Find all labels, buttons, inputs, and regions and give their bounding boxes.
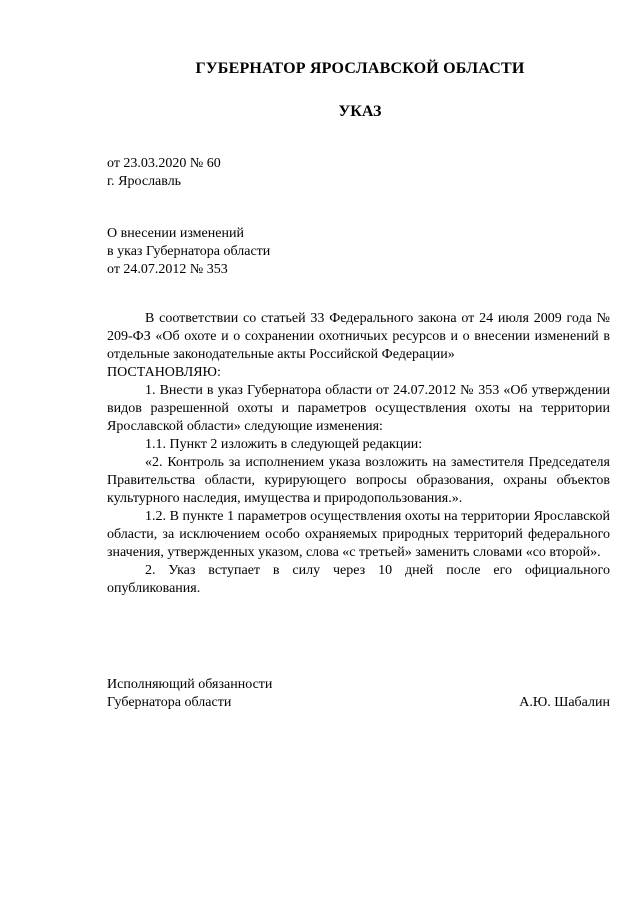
item-2-paragraph: 2. Указ вступает в силу через 10 дней после его официального опубликования.: [107, 563, 610, 596]
signature-block: [107, 676, 610, 712]
document-subject: [107, 225, 270, 279]
city: г. Ярославль: [107, 174, 182, 189]
signature-row: [107, 694, 610, 712]
signer-position-line-1: Исполняющий обязанности: [107, 677, 273, 692]
decree-word: ПОСТАНОВЛЯЮ:: [107, 365, 221, 380]
date-number: от 23.03.2020 № 60: [107, 156, 221, 171]
subject-line-2: в указ Губернатора области: [107, 244, 271, 259]
subject-line-3: от 24.07.2012 № 353: [107, 262, 228, 277]
issuer-title: ГУБЕРНАТОР ЯРОСЛАВСКОЙ ОБЛАСТИ: [195, 60, 525, 77]
item-1-paragraph: 1. Внести в указ Губернатора области от 24.07.2012 № 353 «Об утверждении видов разрешенной охоты и параметров осуществления охоты на территории Ярославской области» следующие изменения:: [107, 383, 610, 434]
document-meta: [107, 155, 221, 191]
item-1-1-paragraph: 1.1. Пункт 2 изложить в следующей редакции:: [145, 437, 423, 452]
signer-position-line-2: Губернатора области: [107, 695, 232, 710]
preamble-paragraph: В соответствии со статьей 33 Федерального закона от 24 июля 2009 года № 209-ФЗ «Об охоте и о сохранении охотничьих ресурсов и о внесении изменений в отдельные законодательные акты Российской Федерации»: [107, 311, 610, 362]
subject-line-1: О внесении изменений: [107, 226, 244, 241]
document-type: УКАЗ: [338, 103, 382, 120]
item-1-1-text-paragraph: «2. Контроль за исполнением указа возложить на заместителя Председателя Правительства области, курирующего вопросы образования, охраны объектов культурного наследия, имущества и природопользования.».: [107, 455, 610, 506]
document-body: [107, 310, 610, 598]
item-1-2-paragraph: 1.2. В пункте 1 параметров осуществления охоты на территории Ярославской области, за исключением особо охраняемых природных территорий федерального значения, утвержденных указом, слова «с третьей» заменить словами «со второй».: [107, 509, 610, 560]
signer-name: А.Ю. Шабалин: [519, 695, 610, 710]
